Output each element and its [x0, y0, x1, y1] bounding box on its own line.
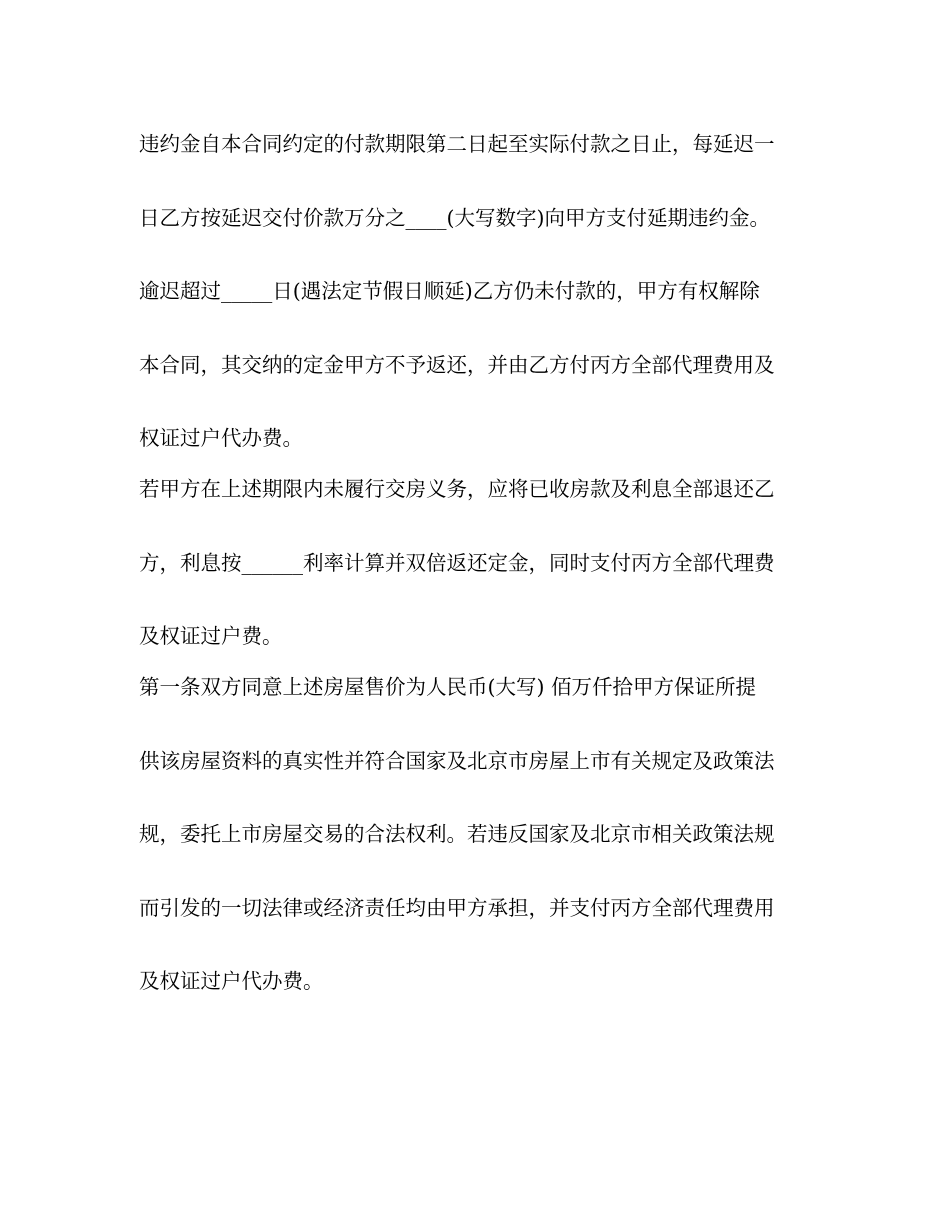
text-line: 及权证过户费。 [139, 624, 283, 648]
text-line: 权证过户代办费。 [139, 426, 303, 450]
document-body [139, 132, 815, 1020]
text-line: 方，利息按______利率计算并双倍返还定金，同时支付丙方全部代理费 [139, 550, 775, 575]
text-line: 供该房屋资料的真实性并符合国家及北京市房屋上市有关规定及政策法 [139, 748, 775, 773]
text-line: 而引发的一切法律或经济责任均由甲方承担，并支付丙方全部代理费用 [139, 895, 775, 920]
text-line: 逾迟超过_____日(遇法定节假日顺延)乙方仍未付款的，甲方有权解除 [139, 279, 760, 303]
text-line: 第一条双方同意上述房屋售价为人民币(大写) 佰万仟拾甲方保证所提 [139, 675, 757, 699]
text-line: 违约金自本合同约定的付款期限第二日起至实际付款之日止，每延迟一 [139, 132, 775, 156]
text-line: 若甲方在上述期限内未履行交房义务，应将已收房款及利息全部退还乙 [139, 477, 775, 501]
text-line: 本合同，其交纳的定金甲方不予返还，并由乙方付丙方全部代理费用及 [139, 352, 775, 377]
text-line: 日乙方按延迟交付价款万分之____(大写数字)向甲方支付延期违约金。 [139, 205, 770, 230]
text-line: 规，委托上市房屋交易的合法权利。若违反国家及北京市相关政策法规 [139, 822, 775, 846]
text-line: 及权证过户代办费。 [139, 969, 324, 993]
